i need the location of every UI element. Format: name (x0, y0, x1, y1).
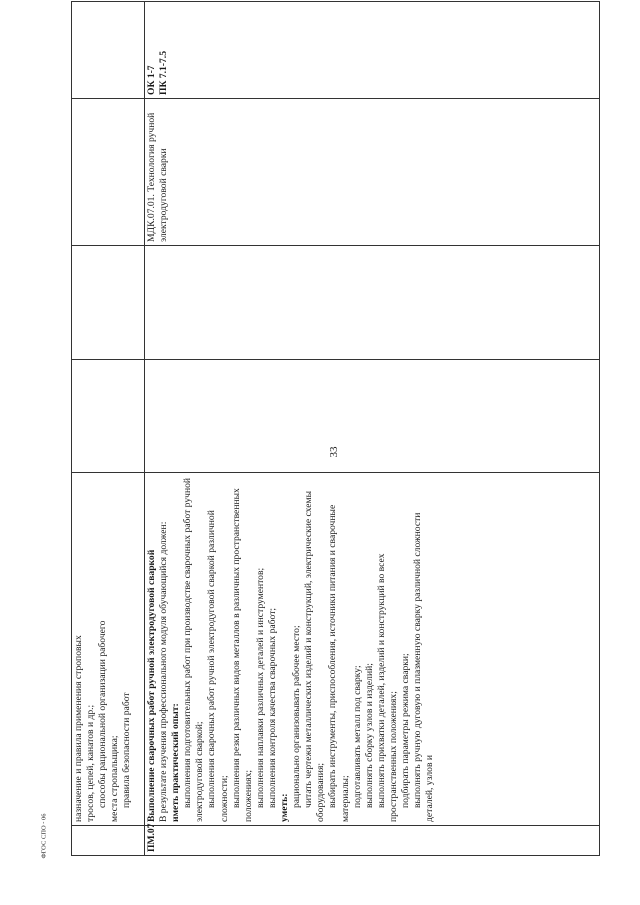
skill-item: подбирать параметры режима сварки; (399, 653, 411, 808)
experience-heading: иметь практический опыт: (170, 703, 182, 822)
cell-competences (145, 2, 600, 99)
cell-empty (72, 246, 145, 360)
cell-empty (72, 360, 145, 473)
experience-item: выполнения контроля качества сварочных работ; (266, 607, 278, 808)
skill-item: выполнять ручную дуговую и плазменную сварку различной сложности деталей, узлов и (412, 512, 436, 822)
module-intro: В результате изучения профессионального модуля обучающийся должен: (158, 521, 170, 822)
module-title: Выполнение сварочных работ ручной электродуговой сваркой (146, 549, 157, 822)
line-text: места стропальщика; (109, 735, 121, 822)
cell-empty (145, 246, 600, 360)
rotated-table (71, 44, 600, 856)
experience-item: выполнения сварочных работ ручной электродуговой сваркой различной сложности; (206, 510, 230, 822)
rotated-table-wrapper (71, 44, 600, 856)
skill-item: читать чертежи металлических изделий и конструкций, электрические схемы оборудования; (303, 490, 327, 822)
line-text: способы рациональной организации рабочего (97, 620, 109, 808)
skill-item: подготавливать металл под сварку; (351, 665, 363, 808)
table-row (145, 2, 600, 856)
cell-empty (72, 2, 145, 99)
line-text: назначение и правила применения строповых (73, 635, 84, 822)
cell-mdk: МДК.07.01. Технология ручной электродуговой сварки (145, 99, 600, 246)
experience-item: выполнения резки различных видов металлов в различных пространственных положениях; (230, 488, 254, 822)
skill-item: выполнять прихватки деталей, изделий и конструкций во всех пространственных положениях; (375, 553, 399, 822)
experience-item: выполнения наплавки различных деталей и инструментов; (254, 567, 266, 808)
skills-heading: уметь: (279, 793, 291, 822)
experience-item: выполнения подготовительных работ при производстве сварочных работ ручной электродуговой сваркой; (182, 477, 206, 822)
page-number: 33 (328, 446, 340, 458)
competence-pk: ПК 7.1-7.5 (158, 51, 170, 95)
cell-module-description (145, 473, 600, 826)
cell-code-empty (72, 826, 145, 856)
footer-standard-code: ФГОС СПО - 06 (40, 813, 48, 859)
skill-item: рационально организовывать рабочее место; (291, 625, 303, 808)
line-text: тросов, цепей, канатов и др.; (85, 704, 97, 822)
cell-empty (72, 99, 145, 246)
skill-item: выбирать инструменты, приспособления, источники питания и сварочные материалы; (327, 504, 351, 822)
table-row (72, 2, 145, 856)
competence-ok: ОК 1-7 (146, 65, 157, 95)
cell-module-code: ПМ.07 (145, 826, 600, 856)
cell-description (72, 473, 145, 826)
cell-empty (145, 360, 600, 473)
standard-table (71, 1, 600, 856)
skill-item: выполнять сборку узлов и изделий; (363, 663, 375, 808)
line-text: правила безопасности работ (121, 692, 133, 808)
